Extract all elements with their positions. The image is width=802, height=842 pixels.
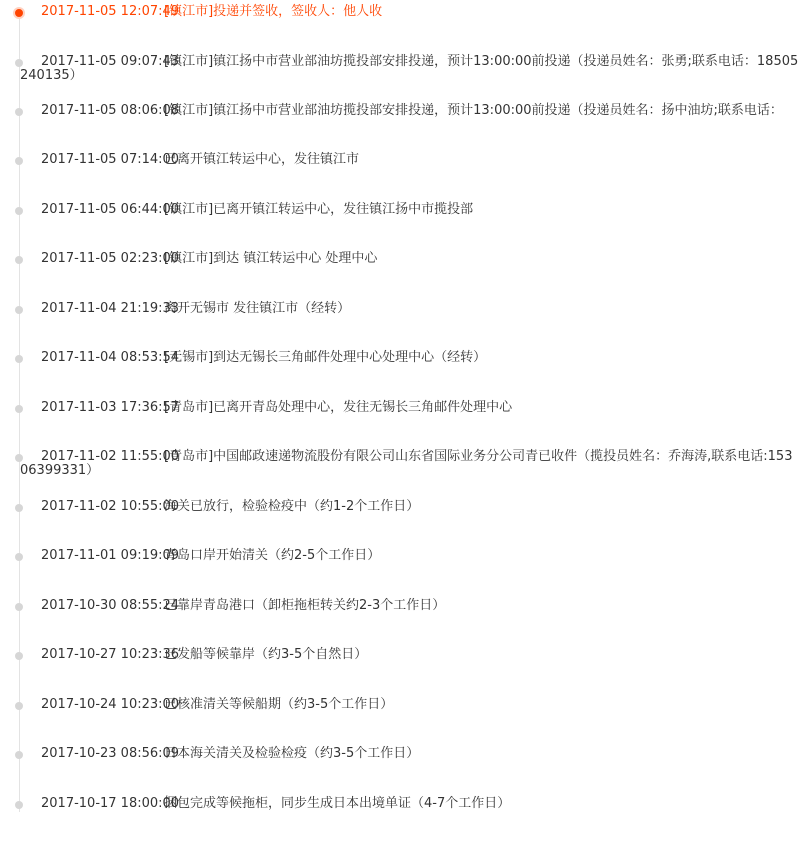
event-description: [无锡市]到达无锡长三角邮件处理中心处理中心（经转）	[164, 350, 487, 365]
event-content	[20, 252, 800, 266]
event-description: 离开无锡市 发往镇江市（经转）	[164, 301, 351, 316]
event-time: 2017-11-03 17:36:57	[41, 400, 180, 415]
event-content	[20, 797, 800, 811]
event-time: 2017-11-05 08:06:08	[41, 103, 180, 118]
event-description: [镇江市]已离开镇江转运中心，发往镇江扬中市揽投部	[164, 202, 474, 217]
event-description: [镇江市]镇江扬中市营业部油坊揽投部安排投递，预计13:00:00前投递（投递员姓名：扬中油坊;联系电话：	[164, 103, 783, 118]
event-time: 2017-10-24 10:23:00	[41, 697, 180, 712]
event-time: 2017-10-27 10:23:36	[41, 647, 180, 662]
event-description: 已离开镇江转运中心，发往镇江市	[164, 152, 360, 167]
event-description: [青岛市]中国邮政速递物流股份有限公司山东省国际业务分公司青已收件（揽投员姓名：乔海涛,联系电话:15306399331）	[20, 449, 793, 478]
event-time: 2017-11-05 02:23:00	[41, 251, 180, 266]
event-content	[20, 648, 800, 662]
event-content	[20, 450, 800, 478]
event-time: 2017-11-05 06:44:00	[41, 202, 180, 217]
event-time: 2017-11-01 09:19:09	[41, 548, 180, 563]
event-content	[20, 351, 800, 365]
event-content	[20, 153, 800, 167]
event-content	[20, 302, 800, 316]
event-description: 日本海关清关及检验检疫（约3-5个工作日）	[164, 746, 420, 761]
event-time: 2017-11-04 08:53:54	[41, 350, 180, 365]
event-description: 已发船等候靠岸（约3-5个自然日）	[164, 647, 368, 662]
event-time: 2017-11-05 12:07:49	[41, 4, 180, 19]
event-time: 2017-11-02 10:55:00	[41, 499, 180, 514]
event-description: [镇江市]镇江扬中市营业部油坊揽投部安排投递，预计13:00:00前投递（投递员姓名：张勇;联系电话：18505240135）	[20, 54, 799, 83]
event-description: [镇江市]投递并签收，签收人：他人收	[164, 4, 383, 19]
event-content	[20, 401, 800, 415]
event-description: 捆包完成等候拖柜，同步生成日本出境单证（4-7个工作日）	[164, 796, 511, 811]
event-content	[20, 5, 800, 19]
event-description: [镇江市]到达 镇江转运中心 处理中心	[164, 251, 378, 266]
event-time: 2017-11-05 09:07:43	[41, 54, 180, 69]
event-content	[20, 500, 800, 514]
event-content	[20, 747, 800, 761]
event-content	[20, 549, 800, 563]
event-content	[20, 203, 800, 217]
event-time: 2017-10-23 08:56:09	[41, 746, 180, 761]
event-content	[20, 55, 800, 83]
event-content	[20, 698, 800, 712]
event-time: 2017-11-04 21:19:33	[41, 301, 180, 316]
event-content	[20, 599, 800, 613]
event-time: 2017-10-30 08:55:24	[41, 598, 180, 613]
event-content	[20, 104, 800, 118]
event-time: 2017-10-17 18:00:00	[41, 796, 180, 811]
event-time: 2017-11-02 11:55:00	[41, 449, 180, 464]
event-description: 青岛口岸开始清关（约2-5个工作日）	[164, 548, 381, 563]
event-time: 2017-11-05 07:14:00	[41, 152, 180, 167]
event-description: [青岛市]已离开青岛处理中心，发往无锡长三角邮件处理中心	[164, 400, 513, 415]
event-description: 海关已放行，检验检疫中（约1-2个工作日）	[164, 499, 420, 514]
event-description: 已核准清关等候船期（约3-5个工作日）	[164, 697, 394, 712]
event-description: 已靠岸青岛港口（卸柜拖柜转关约2-3个工作日）	[164, 598, 446, 613]
